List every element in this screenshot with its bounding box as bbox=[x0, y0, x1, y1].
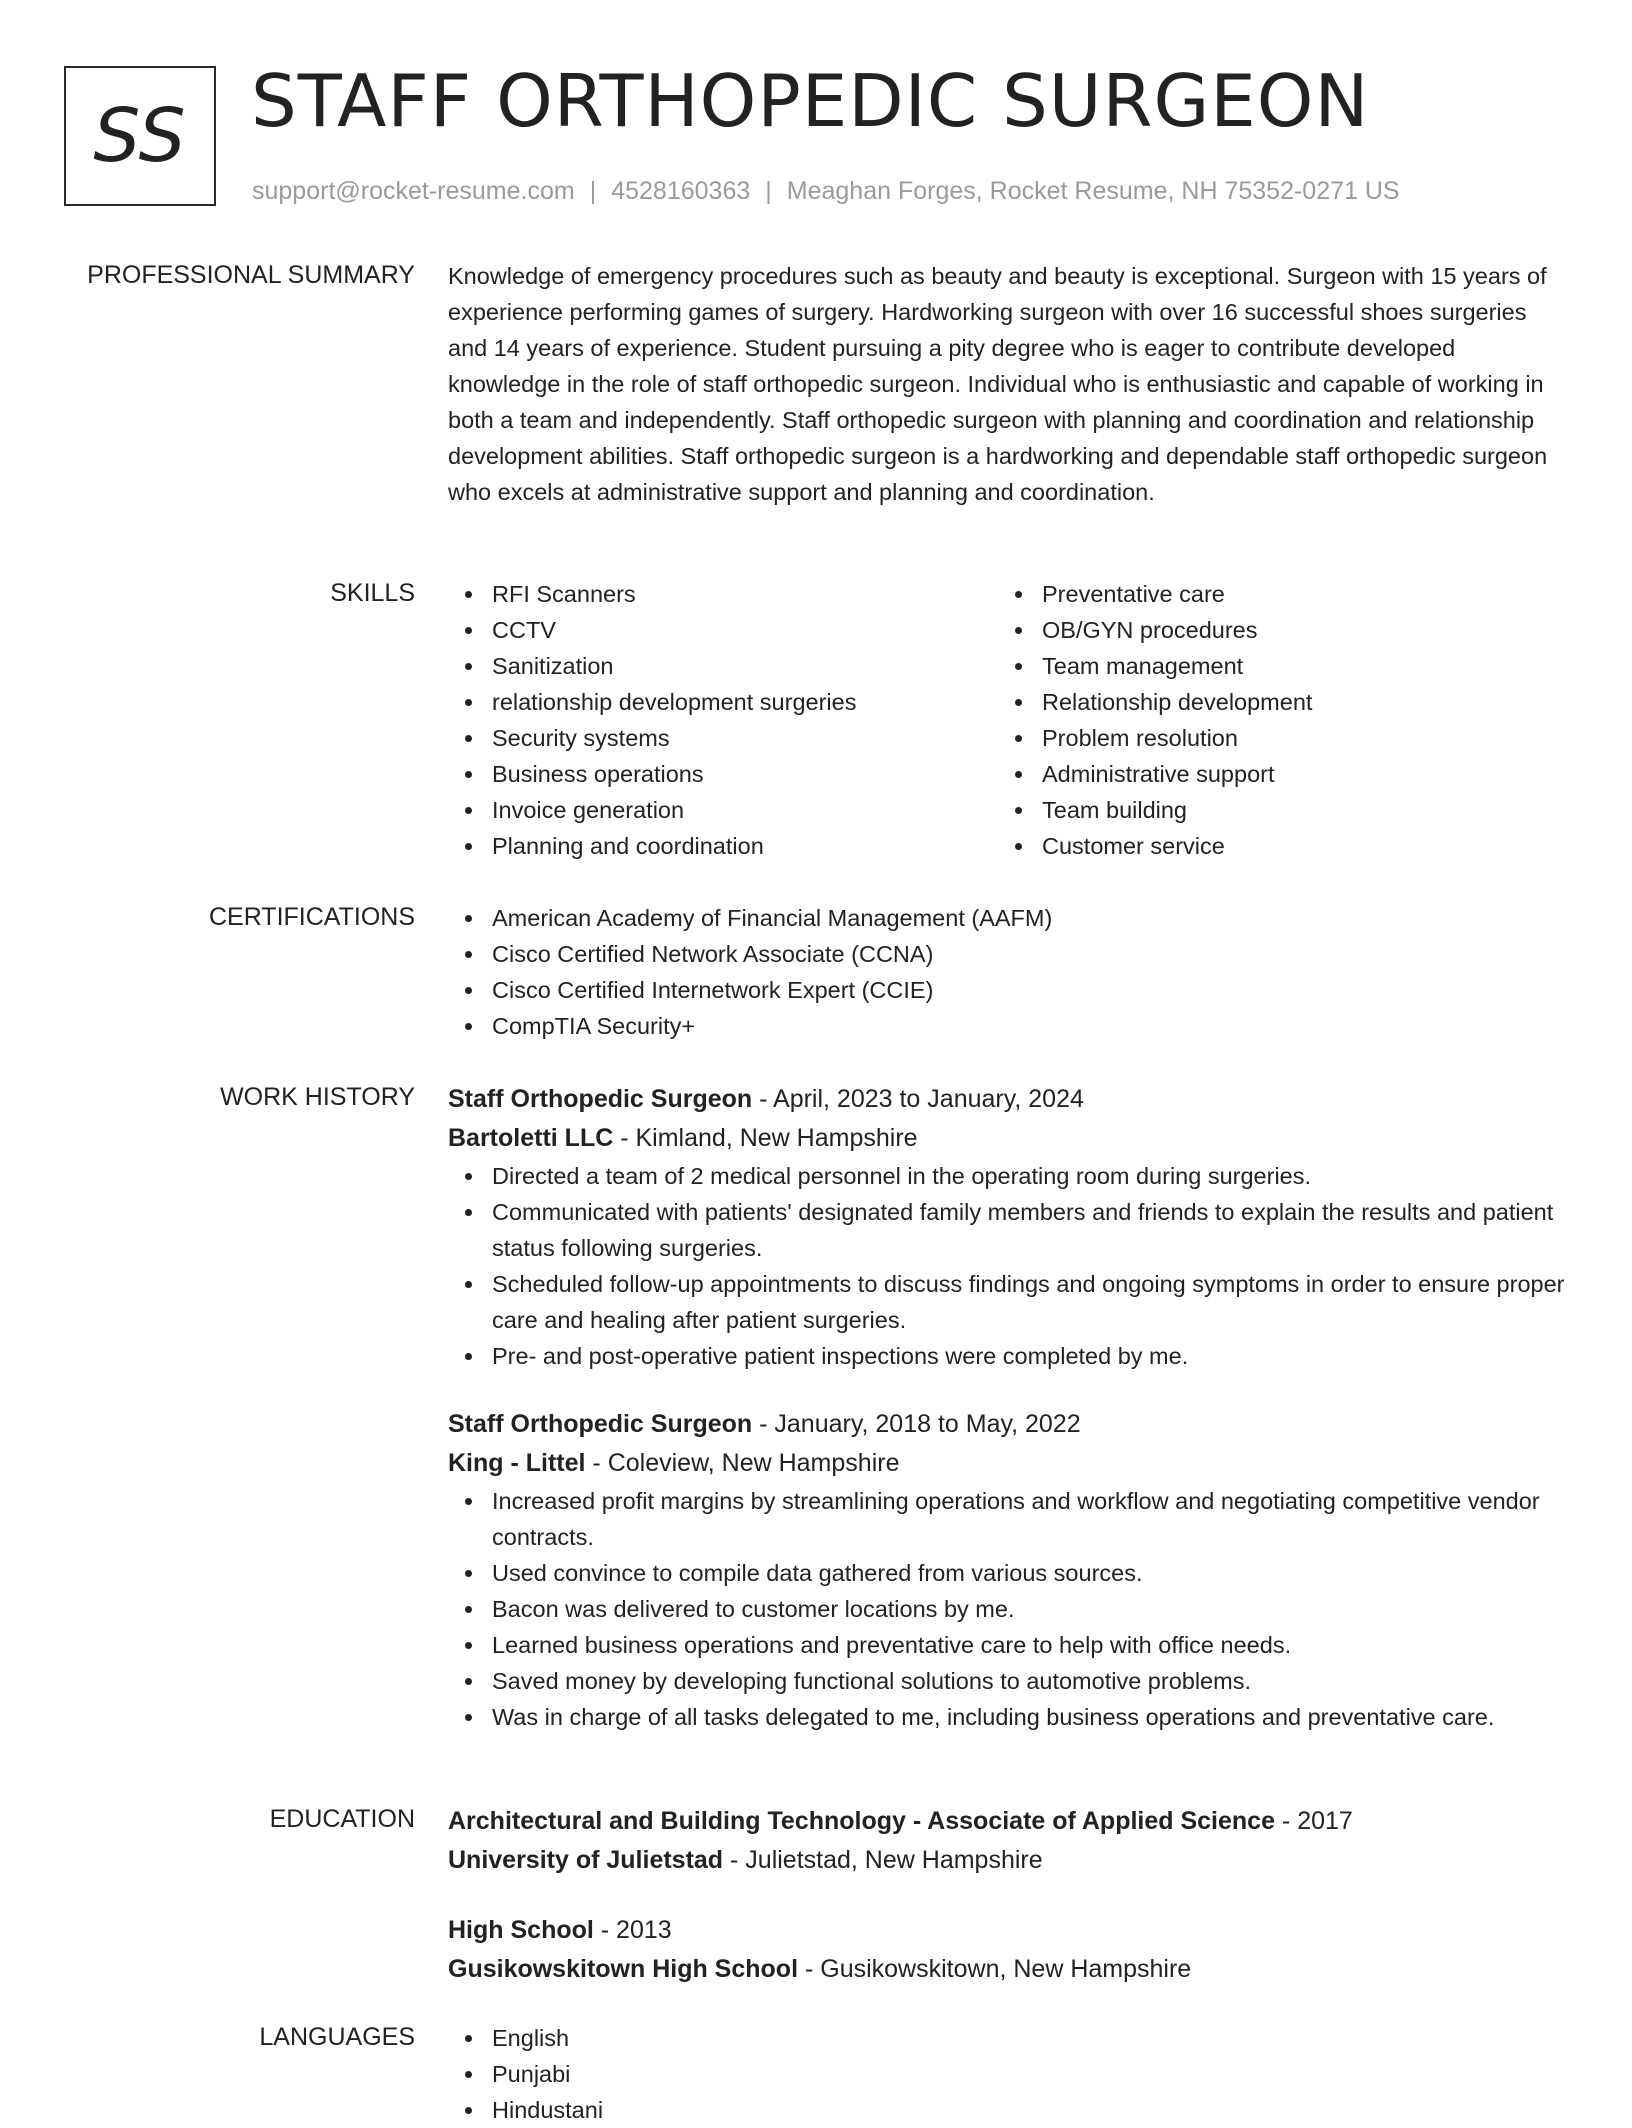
job-bullets bbox=[448, 1483, 1570, 1735]
section-label-summary: PROFESSIONAL SUMMARY bbox=[87, 261, 415, 289]
skills-list-right bbox=[998, 576, 1548, 864]
section-label-languages: LANGUAGES bbox=[259, 2023, 415, 2051]
job-bullet: Pre- and post-operative patient inspections were completed by me. bbox=[448, 1338, 1570, 1374]
job-bullet: Saved money by developing functional solutions to automotive problems. bbox=[448, 1663, 1570, 1699]
contact-phone[interactable]: 4528160363 bbox=[611, 177, 751, 205]
education-location: - Gusikowskitown, New Hampshire bbox=[798, 1955, 1192, 1983]
job-entry bbox=[448, 1405, 1570, 1735]
job-bullet: Bacon was delivered to customer locations by me. bbox=[448, 1591, 1570, 1627]
education-entry bbox=[448, 1802, 1570, 1880]
certification-item: Cisco Certified Network Associate (CCNA) bbox=[448, 936, 1570, 972]
education-degree-line bbox=[448, 1911, 1570, 1950]
education-degree: Architectural and Building Technology - Associate of Applied Science bbox=[448, 1807, 1275, 1835]
job-bullet: Learned business operations and preventative care to help with office needs. bbox=[448, 1627, 1570, 1663]
skill-item: CCTV bbox=[448, 612, 998, 648]
language-item: English bbox=[448, 2020, 1570, 2056]
job-title-line bbox=[448, 1080, 1570, 1119]
job-bullet: Directed a team of 2 medical personnel in the operating room during surgeries. bbox=[448, 1158, 1570, 1194]
contact-separator: | bbox=[765, 177, 772, 205]
job-bullet: Increased profit margins by streamlining operations and workflow and negotiating competitive vendor contracts. bbox=[448, 1483, 1570, 1555]
certification-item: Cisco Certified Internetwork Expert (CCIE) bbox=[448, 972, 1570, 1008]
job-entry bbox=[448, 1080, 1570, 1374]
job-location: - Coleview, New Hampshire bbox=[585, 1449, 900, 1477]
skill-item: OB/GYN procedures bbox=[998, 612, 1548, 648]
job-dates: - January, 2018 to May, 2022 bbox=[752, 1410, 1081, 1438]
section-label-work-history: WORK HISTORY bbox=[220, 1083, 415, 1111]
skill-item: Business operations bbox=[448, 756, 998, 792]
skill-item: Problem resolution bbox=[998, 720, 1548, 756]
job-title-line bbox=[448, 1405, 1570, 1444]
section-label-skills: SKILLS bbox=[330, 579, 415, 607]
job-company: King - Littel bbox=[448, 1449, 586, 1477]
contact-separator: | bbox=[589, 177, 597, 205]
education-degree: High School bbox=[448, 1916, 594, 1944]
education-location: - Julietstad, New Hampshire bbox=[723, 1846, 1043, 1874]
job-company-line bbox=[448, 1119, 1570, 1158]
certification-item: CompTIA Security+ bbox=[448, 1008, 1570, 1044]
job-bullet: Used convince to compile data gathered from various sources. bbox=[448, 1555, 1570, 1591]
summary-text: Knowledge of emergency procedures such as beauty and beauty is exceptional. Surgeon with 15 years of experience performing games of surgery. Hardworking surgeon with over 16 successful shoes surgeries and 14 years of experience. Student pursuing a pity degree who is eager to contribute developed knowledge in the role of staff orthopedic surgeon. Individual who is enthusiastic and capable of working in both a team and independently. Staff orthopedic surgeon with planning and coordination and relationship development abilities. Staff orthopedic surgeon is a hardworking and dependable staff orthopedic surgeon who excels at administrative support and planning and coordination. bbox=[448, 263, 1548, 505]
education-entry bbox=[448, 1911, 1570, 1989]
monogram-logo: SS bbox=[64, 66, 216, 206]
education-year: - 2017 bbox=[1274, 1807, 1353, 1835]
certifications-list bbox=[448, 900, 1570, 1044]
skill-item: Administrative support bbox=[998, 756, 1548, 792]
skill-item: Invoice generation bbox=[448, 792, 998, 828]
job-bullets bbox=[448, 1158, 1570, 1374]
education-degree-line bbox=[448, 1802, 1570, 1841]
language-item: Hindustani bbox=[448, 2092, 1570, 2128]
skills-list-left bbox=[448, 576, 998, 864]
skill-item: Security systems bbox=[448, 720, 998, 756]
skill-item: Sanitization bbox=[448, 648, 998, 684]
contact-email[interactable]: support@rocket-resume.com bbox=[252, 177, 575, 205]
education-school: University of Julietstad bbox=[448, 1846, 724, 1874]
certification-item: American Academy of Financial Management (AAFM) bbox=[448, 900, 1570, 936]
skill-item: RFI Scanners bbox=[448, 576, 998, 612]
skill-item: Planning and coordination bbox=[448, 828, 998, 864]
education-year: - 2013 bbox=[593, 1916, 672, 1944]
section-label-education: EDUCATION bbox=[269, 1805, 415, 1833]
education-school: Gusikowskitown High School bbox=[448, 1955, 799, 1983]
job-bullet: Was in charge of all tasks delegated to me, including business operations and preventative care. bbox=[448, 1699, 1570, 1735]
contact-address: Meaghan Forges, Rocket Resume, NH 75352-0271 US bbox=[786, 177, 1400, 205]
job-title: Staff Orthopedic Surgeon bbox=[448, 1085, 753, 1113]
resume-title: STAFF ORTHOPEDIC SURGEON bbox=[251, 59, 1370, 143]
skill-item: Relationship development bbox=[998, 684, 1548, 720]
skill-item: Customer service bbox=[998, 828, 1548, 864]
job-location: - Kimland, New Hampshire bbox=[613, 1124, 918, 1152]
job-title: Staff Orthopedic Surgeon bbox=[448, 1410, 753, 1438]
skill-item: Preventative care bbox=[998, 576, 1548, 612]
education-school-line bbox=[448, 1950, 1570, 1989]
contact-line bbox=[252, 174, 1400, 208]
job-dates: - April, 2023 to January, 2024 bbox=[752, 1085, 1084, 1113]
language-item: Punjabi bbox=[448, 2056, 1570, 2092]
skill-item: relationship development surgeries bbox=[448, 684, 998, 720]
job-bullet: Scheduled follow-up appointments to discuss findings and ongoing symptoms in order to ensure proper care and healing after patient surgeries. bbox=[448, 1266, 1570, 1338]
skill-item: Team building bbox=[998, 792, 1548, 828]
job-company: Bartoletti LLC bbox=[448, 1124, 614, 1152]
job-company-line bbox=[448, 1444, 1570, 1483]
job-bullet: Communicated with patients' designated family members and friends to explain the results and patient status following surgeries. bbox=[448, 1194, 1570, 1266]
skill-item: Team management bbox=[998, 648, 1548, 684]
education-school-line bbox=[448, 1841, 1570, 1880]
section-label-certifications: CERTIFICATIONS bbox=[208, 903, 415, 931]
